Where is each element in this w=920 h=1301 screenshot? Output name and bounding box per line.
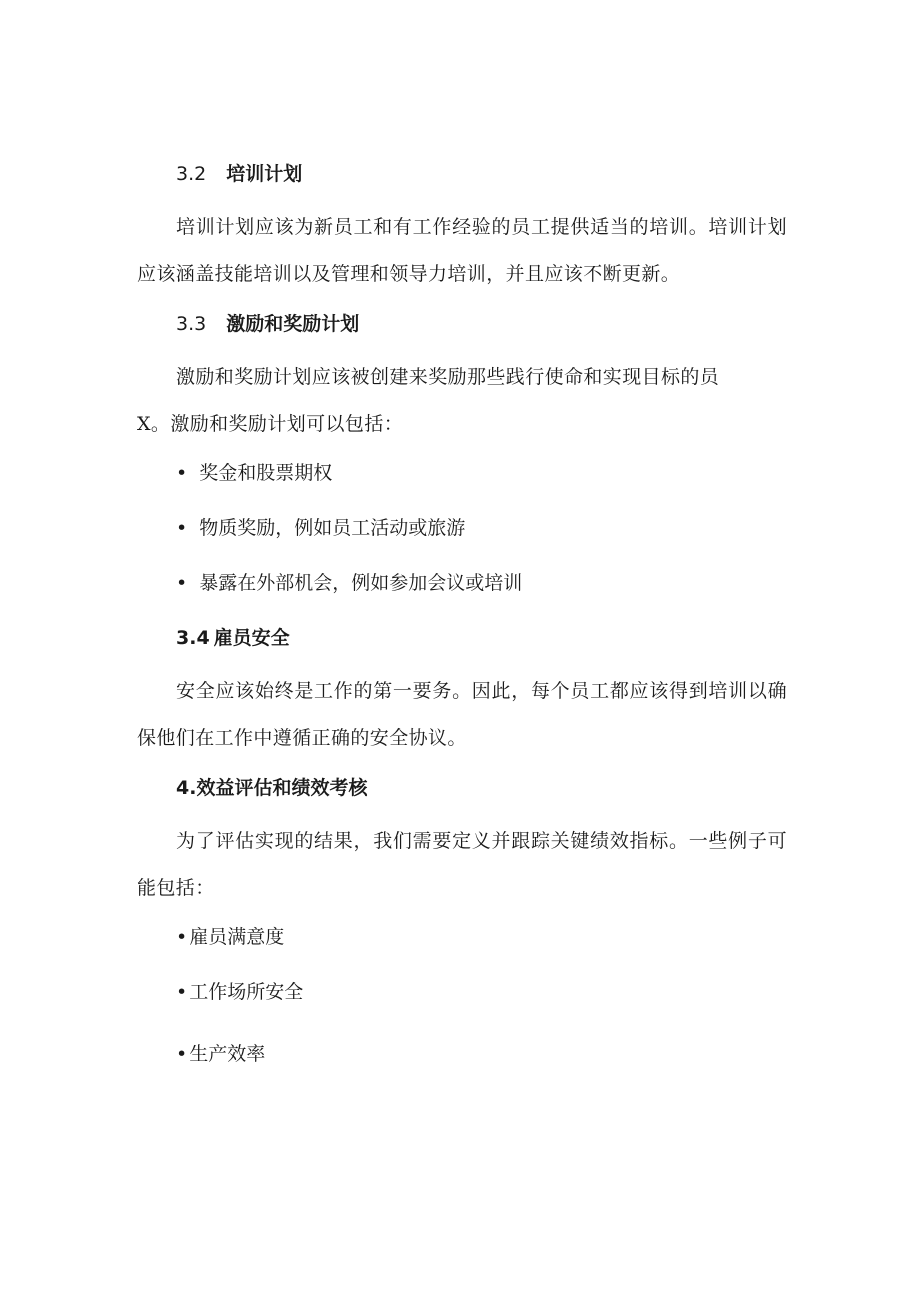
section-number: 3.2 [176,163,207,185]
list-item-text: 奖金和股票期权 [199,462,333,484]
bullet-marker: • [176,926,188,948]
section-title: 激励和奖励计划 [226,313,360,335]
bullet-marker: • [176,1043,188,1065]
bullet-marker: • [176,981,188,1003]
section-body-3-3 [137,354,787,448]
bullet-marker: • [176,572,188,594]
section-body-3-4: 安全应该始终是工作的第一要务。因此，每个员工都应该得到培训以确保他们在工作中遵循正确的安全协议。 [137,680,787,749]
section-body-4: 为了评估实现的结果，我们需要定义并跟踪关键绩效指标。一些例子可能包括： [137,830,787,899]
list-item [176,980,303,1004]
section-number: 3.3 [176,313,207,335]
body-line: X。激励和奖励计划可以包括： [137,413,404,435]
list-item [176,925,284,949]
list-item [176,1042,265,1066]
bullet-marker: • [176,462,188,484]
section-body-3-2: 培训计划应该为新员工和有工作经验的员工提供适当的培训。培训计划应该涵盖技能培训以及管理和领导力培训，并且应该不断更新。 [137,216,787,285]
section-heading-3-3 [176,312,359,336]
body-line: 激励和奖励计划应该被创建来奖励那些践行使命和实现目标的员 [176,366,720,388]
section-heading-3-2 [176,162,302,186]
list-item-text: 物质奖励，例如员工活动或旅游 [199,517,466,539]
list-item-text: 暴露在外部机会，例如参加会议或培训 [199,572,523,594]
section-title: 效益评估和绩效考核 [196,777,368,799]
list-item [176,461,332,485]
section-title: 培训计划 [226,163,303,185]
bullet-marker: • [176,517,188,539]
list-item-text: 雇员满意度 [189,926,285,948]
list-item-text: 工作场所安全 [189,981,304,1003]
section-number: 3.4 [176,627,210,649]
list-item [176,571,522,595]
list-item [176,516,465,540]
section-number: 4. [176,777,197,799]
section-heading-3-4 [176,626,290,650]
section-heading-4 [176,776,367,800]
list-item-text: 生产效率 [189,1043,266,1065]
section-title: 雇员安全 [213,627,290,649]
